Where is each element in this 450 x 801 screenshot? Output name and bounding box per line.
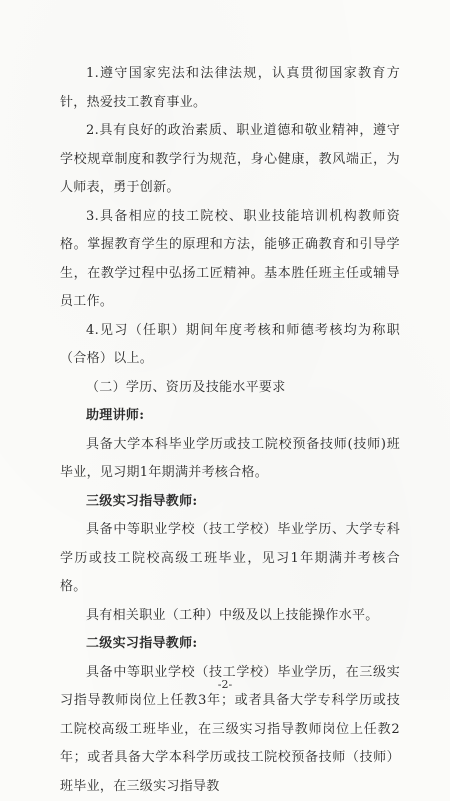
level2-instructor-text: 具备中等职业学校（技工学校）毕业学历，在三级实习指导教师岗位上任教3年；或者具备大学专科学历或技工院校高级工班毕业，在三级实习指导教师岗位上任教2年；或者具备大学本科学历或技工院校预备技师（技师）班毕业，在三级实习指导教 bbox=[60, 659, 400, 801]
requirement-item-1: 1.遵守国家宪法和法律法规，认真贯彻国家教育方针，热爱技工教育事业。 bbox=[60, 60, 400, 117]
level3-instructor-text: 具备中等职业学校（技工学校）毕业学历、大学专科学历或技工院校高级工班毕业，见习1年期满并考核合格。 bbox=[60, 516, 400, 602]
level3-instructor-skill-text: 具有相关职业（工种）中级及以上技能操作水平。 bbox=[60, 602, 400, 631]
requirement-item-3: 3.具备相应的技工院校、职业技能培训机构教师资格。掌握教育学生的原理和方法，能够正确教育和引导学生，在教学过程中弘扬工匠精神。基本胜任班主任或辅导员工作。 bbox=[60, 203, 400, 317]
level2-instructor-heading: 二级实习指导教师: bbox=[60, 630, 400, 659]
assistant-lecturer-text: 具备大学本科毕业学历或技工院校预备技师(技师)班毕业，见习期1年期满并考核合格。 bbox=[60, 431, 400, 488]
section-heading: （二）学历、资历及技能水平要求 bbox=[60, 374, 400, 403]
requirement-item-2: 2.具有良好的政治素质、职业道德和敬业精神，遵守学校规章制度和教学行为规范，身心健康，教风端正，为人师表，勇于创新。 bbox=[60, 117, 400, 203]
requirement-item-4: 4.见习（任职）期间年度考核和师德考核均为称职（合格）以上。 bbox=[60, 317, 400, 374]
assistant-lecturer-heading: 助理讲师: bbox=[60, 402, 400, 431]
level3-instructor-heading: 三级实习指导教师: bbox=[60, 488, 400, 517]
page-number: -2- bbox=[0, 678, 450, 691]
